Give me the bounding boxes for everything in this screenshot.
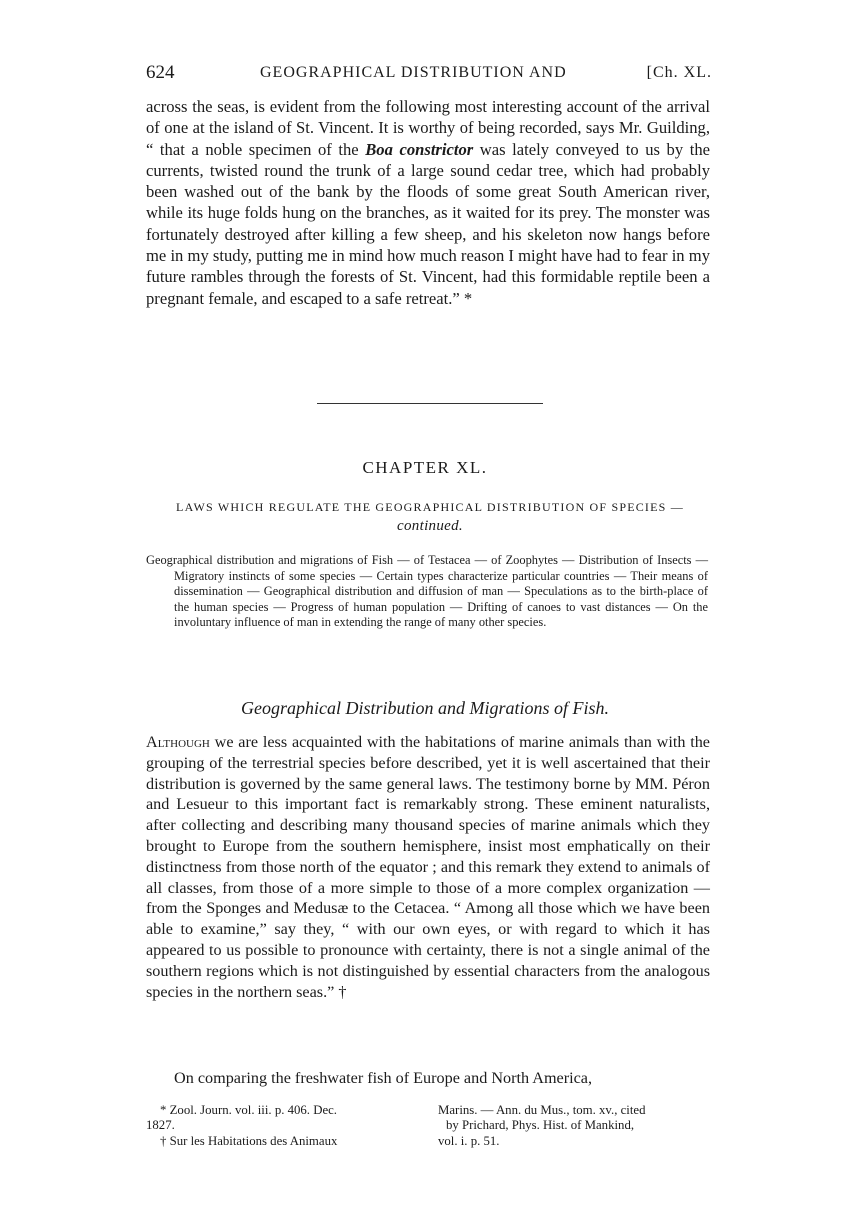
- running-title: GEOGRAPHICAL DISTRIBUTION AND: [260, 64, 567, 81]
- footnote-line: Marins. — Ann. du Mus., tom. xv., cited: [438, 1103, 646, 1117]
- footnote-line: * Zool. Journ. vol. iii. p. 406. Dec.: [160, 1103, 338, 1117]
- paragraph-boa-constrictor: [146, 96, 710, 309]
- footnote-line: † Sur les Habitations des Animaux: [160, 1133, 338, 1148]
- footnote-line: by Prichard, Phys. Hist. of Mankind,: [446, 1118, 635, 1133]
- footnote-column-left: [146, 1103, 416, 1149]
- section-divider: [317, 403, 543, 404]
- chapter-subtitle-text: LAWS WHICH REGULATE THE GEOGRAPHICAL DISTRIBUTION OF SPECIES —: [176, 500, 684, 514]
- page-number: 624: [146, 62, 175, 83]
- paragraph-freshwater-fish: On comparing the freshwater fish of Europe and North America,: [174, 1069, 593, 1087]
- chapter-heading: CHAPTER XL.: [362, 458, 488, 477]
- paragraph-fish-distribution: [146, 732, 710, 1002]
- paragraph-text-before: across the seas, is evident from the following most interesting account of the arrival of one at the island of St. Vincent. It is worthy of being recorded, says Mr. Guilding, “ that a noble specimen of the: [146, 97, 710, 159]
- footnote-line: 1827.: [146, 1118, 175, 1133]
- chapter-subtitle: [160, 498, 700, 536]
- running-head: [146, 62, 712, 88]
- species-name-italic: Boa constrictor: [365, 139, 474, 159]
- chapter-subtitle-continued: continued.: [397, 518, 463, 534]
- chapter-reference: [Ch. XL.: [646, 64, 712, 81]
- paragraph-text: we are less acquainted with the habitations of marine animals than with the grouping of the terrestrial species before described, yet it is well ascertained that their distribution is governed by the same general laws. The testimony borne by MM. Péron and Lesueur to this important fact is remarkably strong. These eminent naturalists, after collecting and describing many thousand species of marine animals which they brought to Europe from the southern hemisphere, insist most emphatically on their distinctness from those north of the equator ; and this remark they extend to animals of all classes, from those of a more simple to those of a more complex organization — from the Sponges and Medusæ to the Cetacea. “ Among all those which we have been able to examine,” say they, “ with our own eyes, or with regard to which it has appeared to us possible to pronounce with certainty, there is not a single animal of the southern regions which is not distinguished by essential characters from the analogous species in the northern seas.” †: [146, 733, 710, 1001]
- section-heading: Geographical Distribution and Migrations of Fish.: [240, 698, 609, 718]
- footnote-line: vol. i. p. 51.: [438, 1133, 500, 1148]
- paragraph-text-after: was lately conveyed to us by the currents, twisted round the trunk of a large sound cedar tree, which had probably been washed out of the bank by the floods of some great South American river, while its huge folds hung on the branches, as it waited for its prey. The monster was fortunately destroyed after killing a few sheep, and his skeleton now hangs before me in my study, putting me in mind how much reason I might have had to fear in my future rambles through the forests of St. Vincent, had this formidable reptile been a pregnant female, and escaped to a safe retreat.” *: [146, 139, 710, 308]
- footnote-column-right: [438, 1103, 710, 1149]
- chapter-summary: Geographical distribution and migrations of Fish — of Testacea — of Zoophytes — Distribution of Insects — Migratory instincts of some species — Certain types characterize particular countries — Their means of dissemination — Geographical distribution and diffusion of man — Speculations as to the birth-place of the human species — Progress of human population — Drifting of canoes to vast distances — On the involuntary influence of man in extending the range of many other species.: [146, 553, 708, 630]
- paragraph-lead-word: Although: [146, 733, 210, 751]
